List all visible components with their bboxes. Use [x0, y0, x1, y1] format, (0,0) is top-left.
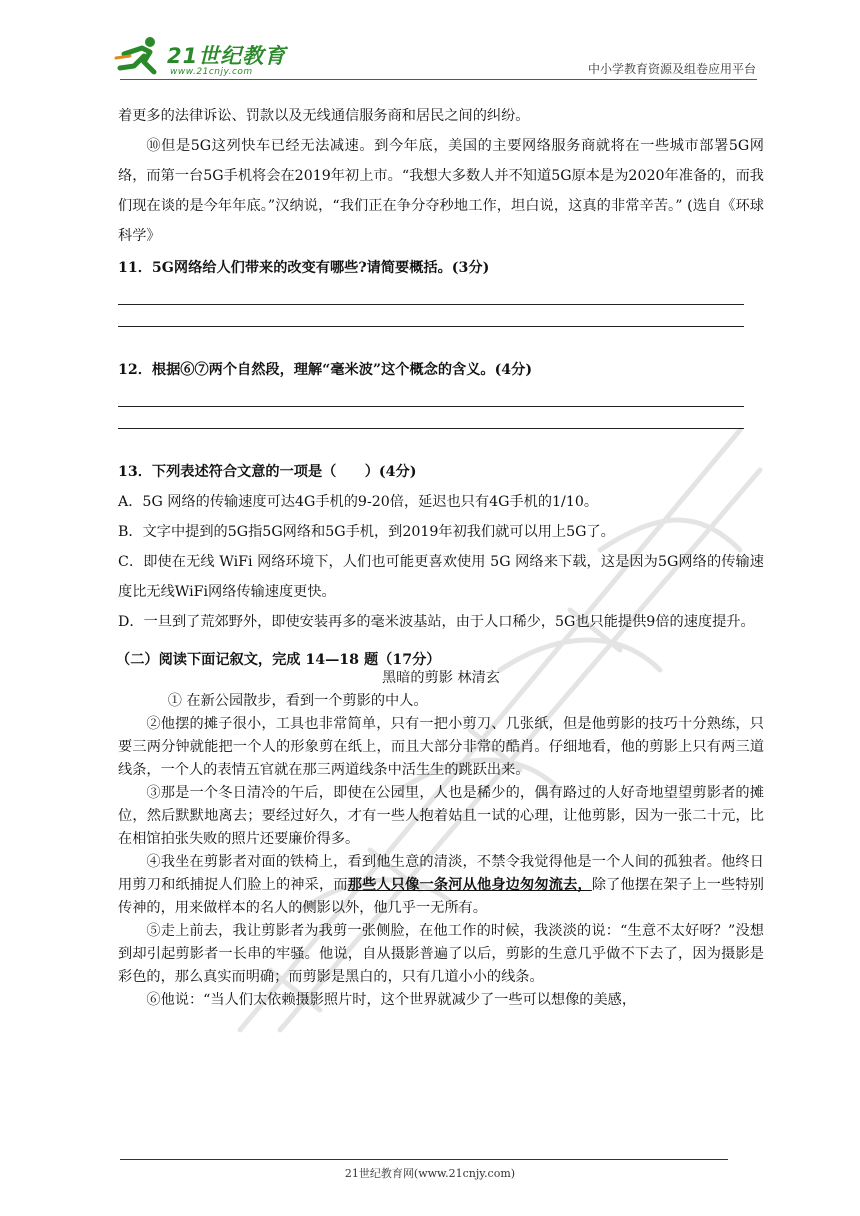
section-heading: （二）阅读下面记叙文，完成 14—18 题（17分）	[116, 652, 441, 668]
runner-logo-icon	[114, 36, 166, 76]
narrative-paragraph-1: ① 在新公园散步，看到一个剪影的中人。	[167, 693, 428, 709]
answer-line[interactable]	[118, 283, 744, 305]
paragraph-4-text-a: ④我坐在剪影者对面的铁椅上，看到他生意的清淡，不禁令我觉得他是一个人间的孤独者。他终日用剪刀和纸捕捉人们脸上的神采，而	[118, 854, 764, 893]
header-divider	[120, 79, 757, 80]
option-a: A．5G 网络的传输速度可达4G手机的9-20倍，延迟也只有4G手机的1/10。	[118, 494, 599, 510]
narrative-paragraph-3: ③那是一个冬日清冷的午后，即使在公园里，人也是稀少的，偶有路过的人好奇地望望剪影者的摊位，然后默默地离去；要经过好久，才有一些人抱着姑且一试的心理，让他剪影，因为一张二十元，比在相馆拍张失败的照片还要廉价得多。	[118, 785, 764, 847]
paragraph-4-text-b: 除了他摆在架子上一些特别传神的，用来做样本的名人的侧影以外，他几乎一无所有。	[118, 877, 764, 916]
document-body	[118, 100, 764, 1012]
narrative-paragraph-4	[118, 851, 764, 920]
page-header	[0, 0, 860, 82]
option-d: D．一旦到了荒郊野外，即使安装再多的毫米波基站，由于人口稀少，5G也只能提供9倍的速度提升。	[118, 614, 755, 630]
question-11: 11．5G网络给人们带来的改变有哪些?请简要概括。(3分)	[118, 260, 490, 276]
option-c: C．即使在无线 WiFi 网络环境下，人们也可能更喜欢使用 5G 网络来下载，这是因为5G网络的传输速度比无线WiFi网络传输速度更快。	[118, 554, 764, 600]
answer-line[interactable]	[118, 385, 744, 407]
narrative-paragraph-5: ⑤走上前去，我让剪影者为我剪一张侧脸，在他工作的时候，我淡淡的说：“生意不太好呀？”没想到却引起剪影者一长串的牢骚。他说，自从摄影普遍了以后，剪影的生意几乎做不下去了，因为摄影是彩色的，那么真实而明确；而剪影是黑白的，只有几道小小的线条。	[118, 923, 764, 985]
logo-text: 21世纪教育	[167, 44, 287, 68]
footer-divider	[120, 1159, 728, 1160]
logo-url: www.21cnjy.com	[170, 67, 253, 77]
footer-text: 21世纪教育网(www.21cnjy.com)	[344, 1167, 516, 1180]
narrative-paragraph-2: ②他摆的摊子很小，工具也非常简单，只有一把小剪刀、几张纸，但是他剪影的技巧十分熟练，只要三两分钟就能把一个人的形象剪在纸上，而且大部分非常的酷肖。仔细地看，他的剪影上只有两三道线条，一个人的表情五官就在那三两道线条中活生生的跳跃出来。	[118, 716, 764, 778]
answer-line[interactable]	[118, 407, 744, 429]
paragraph-10: ⑩但是5G这列快车已经无法减速。到今年底，美国的主要网络服务商就将在一些城市部署5G网络，而第一台5G手机将会在2019年初上市。“我想大多数人并不知道5G原本是为2020年准备的，而我们现在谈的是今年年底。”汉纳说，“我们正在争分夺秒地工作，坦白说，这真的非常辛苦。” (选自《环球科学》	[118, 138, 764, 244]
option-b: B．文字中提到的5G指5G网络和5G手机，到2019年初我们就可以用上5G了。	[118, 524, 615, 540]
underlined-sentence: 那些人只像一条河从他身边匆匆流去，	[347, 877, 592, 893]
question-13: 13．下列表述符合文意的一项是（ ）(4分)	[118, 464, 417, 480]
narrative-paragraph-6: ⑥他说：“当人们太依赖摄影照片时，这个世界就减少了一些可以想像的美感，	[146, 992, 637, 1008]
platform-name: 中小学教育资源及组卷应用平台	[587, 62, 756, 76]
question-12: 12．根据⑥⑦两个自然段，理解“毫米波”这个概念的含义。(4分)	[118, 362, 533, 378]
paragraph-continuation: 着更多的法律诉讼、罚款以及无线通信服务商和居民之间的纠纷。	[118, 108, 530, 124]
article-title: 黑暗的剪影 林清玄	[381, 670, 500, 686]
answer-line[interactable]	[118, 305, 744, 327]
